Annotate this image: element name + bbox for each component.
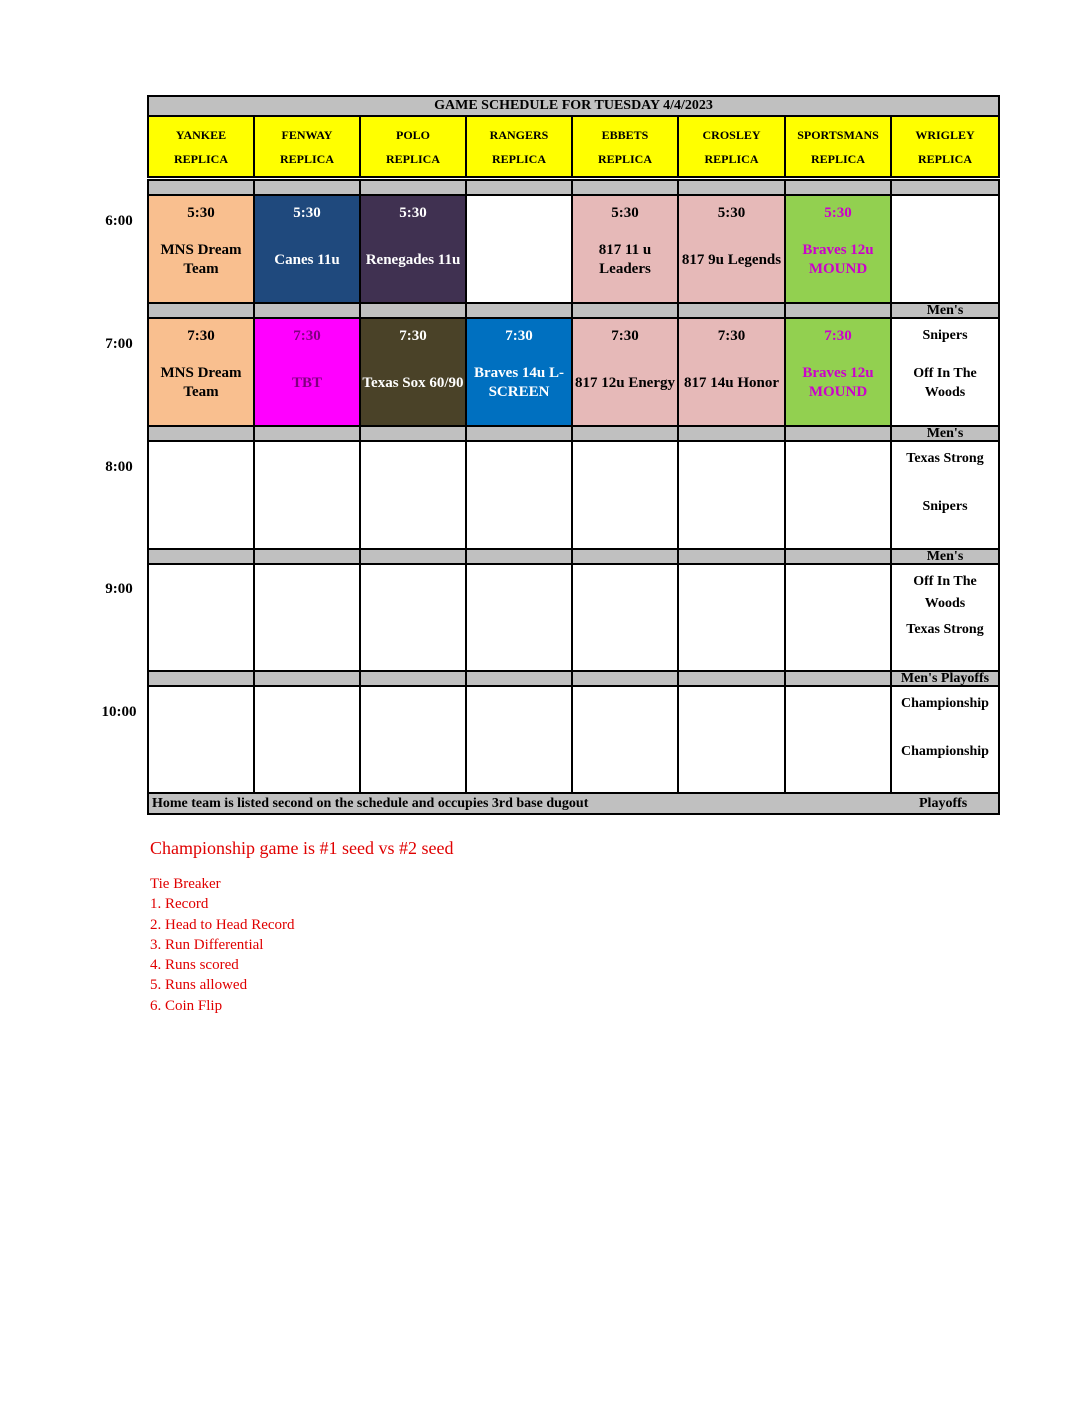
team-name: Texas Sox 60/90	[362, 374, 464, 391]
field-header-polo	[359, 115, 467, 178]
field-type: REPLICA	[279, 151, 334, 166]
game-time: 7:30	[717, 328, 746, 344]
game-time: 7:30	[505, 328, 533, 344]
tie-breaker-item: 3. Run Differential	[150, 936, 264, 953]
tie-breaker-item: 6. Coin Flip	[150, 997, 223, 1014]
game-time: 5:30	[717, 205, 746, 221]
game-slot	[784, 194, 892, 304]
team-name: Braves 12u MOUND	[802, 365, 874, 400]
game-slot	[890, 317, 1000, 427]
schedule-footer	[147, 792, 1000, 815]
game-slot	[147, 563, 255, 673]
team-name: 817 14u Honor	[683, 374, 779, 391]
time-label: 9:00	[105, 581, 133, 597]
team-name: 817 9u Legends	[681, 251, 782, 268]
field-type: REPLICA	[597, 151, 652, 166]
game-slot	[571, 685, 679, 795]
division-label: Men's	[926, 425, 964, 441]
game-slot	[147, 317, 255, 427]
team-name: MNS Dream Team	[160, 365, 242, 400]
game-time: 5:30	[824, 205, 852, 221]
field-name: YANKEE	[175, 127, 227, 142]
game-slot	[890, 685, 1000, 795]
tie-breaker-item: 2. Head to Head Record	[150, 916, 295, 933]
division-label: Men's	[926, 548, 964, 564]
game-slot	[890, 194, 1000, 304]
field-header-sportsmans	[784, 115, 892, 178]
time-label: 10:00	[101, 704, 137, 720]
game-time: 5:30	[399, 205, 427, 221]
game-time: 5:30	[187, 205, 215, 221]
tie-breaker-title: Tie Breaker	[150, 876, 221, 892]
matchup-team-a: Off In The Woods	[913, 574, 977, 611]
game-slot	[677, 440, 786, 550]
game-slot	[571, 563, 679, 673]
game-time: 7:30	[399, 328, 427, 344]
field-type: REPLICA	[385, 151, 440, 166]
field-header-rangers	[465, 115, 573, 178]
game-slot	[253, 685, 361, 795]
field-name: SPORTSMANS	[797, 127, 879, 142]
game-time: 5:30	[611, 205, 639, 221]
team-name: Braves 12u MOUND	[802, 242, 874, 277]
game-time: 7:30	[611, 328, 639, 344]
game-slot	[677, 194, 786, 304]
field-name: FENWAY	[281, 127, 333, 142]
team-name: Braves 14u L-SCREEN	[474, 365, 564, 400]
game-slot	[359, 317, 467, 427]
championship-note: Championship game is #1 seed vs #2 seed	[150, 838, 454, 858]
game-slot	[465, 685, 573, 795]
game-slot	[147, 194, 255, 304]
game-slot	[465, 317, 573, 427]
division-label: Men's Playoffs	[900, 670, 990, 686]
game-slot	[465, 563, 573, 673]
field-header-fenway	[253, 115, 361, 178]
matchup-team-a: Championship	[901, 696, 989, 711]
game-slot	[253, 317, 361, 427]
field-type: REPLICA	[491, 151, 546, 166]
game-slot	[359, 194, 467, 304]
game-slot	[677, 317, 786, 427]
field-name: CROSLEY	[702, 127, 761, 142]
game-slot	[465, 194, 573, 304]
home-team-note: Home team is listed second on the schedule and occupies 3rd base dugout	[152, 796, 589, 811]
game-slot	[677, 563, 786, 673]
game-slot	[677, 685, 786, 795]
game-slot	[784, 440, 892, 550]
time-label: 6:00	[105, 213, 133, 229]
notes	[150, 836, 453, 1016]
matchup-team-b: Texas Strong	[906, 621, 984, 637]
team-name: Canes 11u	[274, 251, 340, 268]
team-name: TBT	[291, 374, 322, 391]
game-time: 5:30	[293, 205, 321, 221]
team-name: MNS Dream Team	[160, 242, 242, 277]
game-slot	[784, 317, 892, 427]
game-slot	[465, 440, 573, 550]
field-type: REPLICA	[810, 151, 865, 166]
game-time: 7:30	[293, 328, 321, 344]
game-time: 7:30	[187, 328, 215, 344]
field-header-wrigley	[890, 115, 1000, 178]
team-name: 817 11 u Leaders	[598, 242, 652, 277]
field-name: POLO	[395, 127, 430, 142]
game-slot	[784, 563, 892, 673]
game-slot	[571, 194, 679, 304]
field-type: REPLICA	[173, 151, 228, 166]
time-label: 7:00	[105, 336, 133, 352]
game-slot	[571, 317, 679, 427]
matchup-team-a: Snipers	[922, 328, 968, 343]
game-slot	[253, 194, 361, 304]
field-type: REPLICA	[917, 151, 972, 166]
game-time: 7:30	[824, 328, 852, 344]
playoffs-label: Playoffs	[919, 796, 968, 811]
game-slot	[359, 685, 467, 795]
game-slot	[147, 685, 255, 795]
matchup-team-b: Championship	[901, 743, 989, 759]
team-name: 817 12u Energy	[574, 374, 675, 391]
game-slot	[890, 563, 1000, 673]
tie-breaker-item: 4. Runs scored	[150, 957, 239, 974]
field-header-yankee	[147, 115, 255, 178]
game-slot	[359, 563, 467, 673]
field-name: RANGERS	[489, 127, 549, 142]
division-label: Men's	[926, 302, 964, 318]
field-header-crosley	[677, 115, 786, 178]
game-slot	[890, 440, 1000, 550]
tie-breaker-item: 5. Runs allowed	[150, 977, 248, 994]
field-header-ebbets	[571, 115, 679, 178]
game-slot	[253, 440, 361, 550]
game-slot	[359, 440, 467, 550]
tie-breaker-list	[150, 894, 453, 1016]
tie-breaker-item: 1. Record	[150, 896, 209, 913]
game-slot	[147, 440, 255, 550]
field-type: REPLICA	[704, 151, 759, 166]
game-slot	[253, 563, 361, 673]
matchup-team-b: Off In The Woods	[913, 366, 977, 400]
matchup-team-a: Texas Strong	[906, 451, 984, 466]
team-name: Renegades 11u	[365, 251, 461, 268]
game-slot	[784, 685, 892, 795]
schedule-title: GAME SCHEDULE FOR TUESDAY 4/4/2023	[147, 95, 1000, 117]
game-slot	[571, 440, 679, 550]
field-name: WRIGLEY	[915, 127, 975, 142]
field-name: EBBETS	[601, 127, 649, 142]
time-label: 8:00	[105, 459, 133, 475]
matchup-team-b: Snipers	[922, 498, 968, 514]
